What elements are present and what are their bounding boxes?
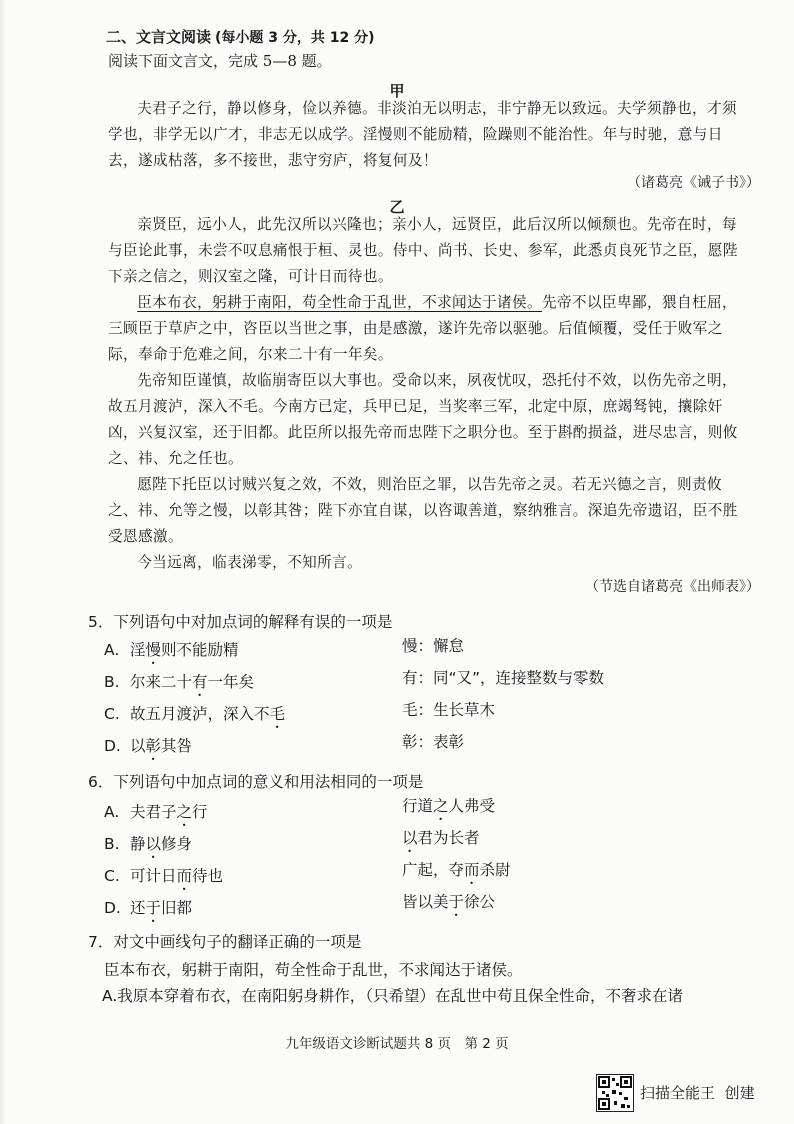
question-7-stem: 7．对文中画线句子的翻译正确的一项是 [88, 933, 362, 951]
dotted-word: 于 [145, 899, 162, 917]
option-text-pre: 尔来二十 [130, 673, 193, 691]
dotted-word: 慢 [145, 641, 162, 659]
question-5-option [104, 702, 285, 732]
comparison-dotted-word: 于 [448, 893, 465, 911]
comparison-dotted-word: 之 [433, 797, 449, 815]
passage-a [108, 96, 748, 174]
option-text-pre: 可计日 [130, 867, 177, 885]
comparison-post: 杀尉 [479, 861, 511, 879]
dotted-word: 以 [145, 835, 162, 853]
comparison-dotted-word: 以 [402, 829, 418, 847]
passage-b-heading: 乙 [389, 198, 405, 216]
question-6-option [104, 832, 192, 862]
option-text-post: 旧都 [161, 899, 193, 917]
option-text-post: 则不能励精 [161, 641, 239, 659]
option-text-post: 待也 [192, 867, 224, 885]
question-5-option [104, 734, 192, 764]
comparison-pre: 广起，夺 [402, 861, 465, 879]
passage-b [108, 212, 748, 576]
question-6-comparison [402, 858, 511, 888]
question-6-comparison [402, 890, 495, 920]
option-letter: B. [104, 673, 120, 691]
option-text-pre: 故五月渡泸，深入不 [130, 705, 270, 723]
comparison-pre: 皆以美 [402, 893, 449, 911]
option-letter: A. [104, 641, 120, 659]
passage-b-para-1: 亲贤臣，远小人，此先汉所以兴隆也；亲小人，远贤臣，此后汉所以倾颓也。先帝在时，每与臣论此事，未尝不叹息痛恨于桓、灵也。侍中、尚书、长史、参军，此悉贞良死节之臣，愿陛下亲之信之，则汉室之隆，可计日而待也。 [108, 216, 738, 285]
passage-b-para-2-rest: 先帝不以臣卑鄙，猥自枉屈，三顾臣于草庐之中，咨臣以当世之事，由是感激，遂许先帝以驱驰。后值倾覆，受任于败军之际，奉命于危难之间，尔来二十有一年矣。 [108, 294, 737, 363]
option-letter: C. [104, 705, 120, 723]
option-text-pre: 淫 [130, 641, 146, 659]
question-7-option-a: A.我原本穿着布衣，在南阳躬身耕作，（只希望）在乱世中苟且保全性命，不奢求在诸 [102, 987, 684, 1005]
section-score: (每小题 3 分，共 12 分) [215, 30, 375, 46]
question-6-comparison [402, 794, 495, 824]
option-text-pre: 以 [130, 737, 146, 755]
question-6-option [104, 800, 208, 830]
option-text-post: 修身 [161, 835, 193, 853]
option-text-post: 行 [192, 803, 208, 821]
option-letter: B. [104, 835, 120, 853]
option-letter: C. [104, 867, 120, 885]
question-5-option [104, 638, 239, 668]
question-6-stem: 6．下列语句中加点词的意义和用法相同的一项是 [88, 773, 424, 791]
scan-edge-shadow [0, 0, 6, 1124]
question-5-explanation: 毛：生长草木 [402, 701, 496, 719]
option-text-post: 其咎 [161, 737, 193, 755]
passage-b-para-2 [108, 290, 748, 368]
scanner-watermark [640, 1082, 755, 1103]
scanner-action: 创建 [724, 1084, 755, 1102]
dotted-word: 之 [176, 803, 193, 821]
question-7-sentence: 臣本布衣，躬耕于南阳，苟全性命于乱世，不求闻达于诸侯。 [104, 961, 523, 979]
qr-code-icon [596, 1074, 634, 1112]
page-footer: 九年级语文诊断试题共 8 页 第 2 页 [285, 1036, 509, 1052]
option-letter: D. [104, 737, 121, 755]
dotted-word: 毛 [269, 705, 286, 723]
passage-b-para-4: 愿陛下托臣以讨贼兴复之效，不效，则治臣之罪，以告先帝之灵。若无兴德之言，则责攸之、祎、允等之慢，以彰其咎；陛下亦宜自谋，以咨诹善道，察纳雅言。深追先帝遗诏，臣不胜受恩感激。 [108, 476, 738, 545]
option-text-pre: 夫君子 [130, 803, 177, 821]
passage-a-text: 夫君子之行，静以修身，俭以养德。非淡泊无以明志，非宁静无以致远。夫学须静也，才须学也，非学无以广才，非志无以成学。淫慢则不能励精，险躁则不能治性。年与时驰，意与日去，遂成枯落，多不接世，悲守穷庐，将复何及！ [108, 100, 737, 169]
question-5-explanation: 彰：表彰 [402, 733, 465, 751]
comparison-post: 人弗受 [448, 797, 496, 815]
option-text-pre: 还 [130, 899, 146, 917]
question-6-option [104, 864, 223, 894]
passage-b-para-5: 今当远离，临表涕零，不知所言。 [137, 554, 363, 571]
comparison-post: 徐公 [464, 893, 496, 911]
dotted-word: 有 [192, 673, 208, 691]
instruction: 阅读下面文言文，完成 5—8 题。 [108, 52, 332, 70]
option-letter: A. [104, 803, 120, 821]
comparison-post: 君为长者 [417, 829, 480, 847]
passage-b-para-3: 先帝知臣谨慎，故临崩寄臣以大事也。受命以来，夙夜忧叹，恐托付不效，以伤先帝之明，故五月渡泸，深入不毛。今南方已定，兵甲已足，当奖率三军，北定中原，庶竭驽钝，攘除奸凶，兴复汉室，还于旧都。此臣所以报先帝而忠陛下之职分也。至于斟酌损益，进尽忠言，则攸之、祎、允之任也。 [108, 372, 738, 467]
section-title [106, 26, 375, 47]
underlined-sentence: 臣本布衣，躬耕于南阳，苟全性命于乱世，不求闻达于诸侯。 [137, 294, 543, 311]
comparison-pre: 行道 [402, 797, 434, 815]
passage-b-source: （节选自诸葛亮《出师表》） [585, 579, 760, 595]
option-letter: D. [104, 899, 121, 917]
scanner-app-name: 扫描全能王 [640, 1084, 716, 1102]
passage-a-heading: 甲 [389, 82, 405, 100]
section-title-text: 二、文言文阅读 [106, 28, 212, 46]
question-6-comparison [402, 826, 480, 856]
option-text-post: 一年矣 [207, 673, 255, 691]
question-6-option [104, 896, 192, 926]
passage-a-source: （诸葛亮《诫子书》） [627, 175, 760, 191]
question-5-explanation: 有：同“又”，连接整数与零数 [402, 669, 605, 687]
dotted-word: 彰 [145, 737, 162, 755]
question-5-explanation: 慢：懈怠 [402, 637, 465, 655]
dotted-word: 而 [176, 867, 193, 885]
option-text-pre: 静 [130, 835, 146, 853]
question-5-stem: 5．下列语句中对加点词的解释有误的一项是 [88, 613, 393, 631]
comparison-dotted-word: 而 [464, 861, 480, 879]
question-5-option [104, 670, 254, 700]
